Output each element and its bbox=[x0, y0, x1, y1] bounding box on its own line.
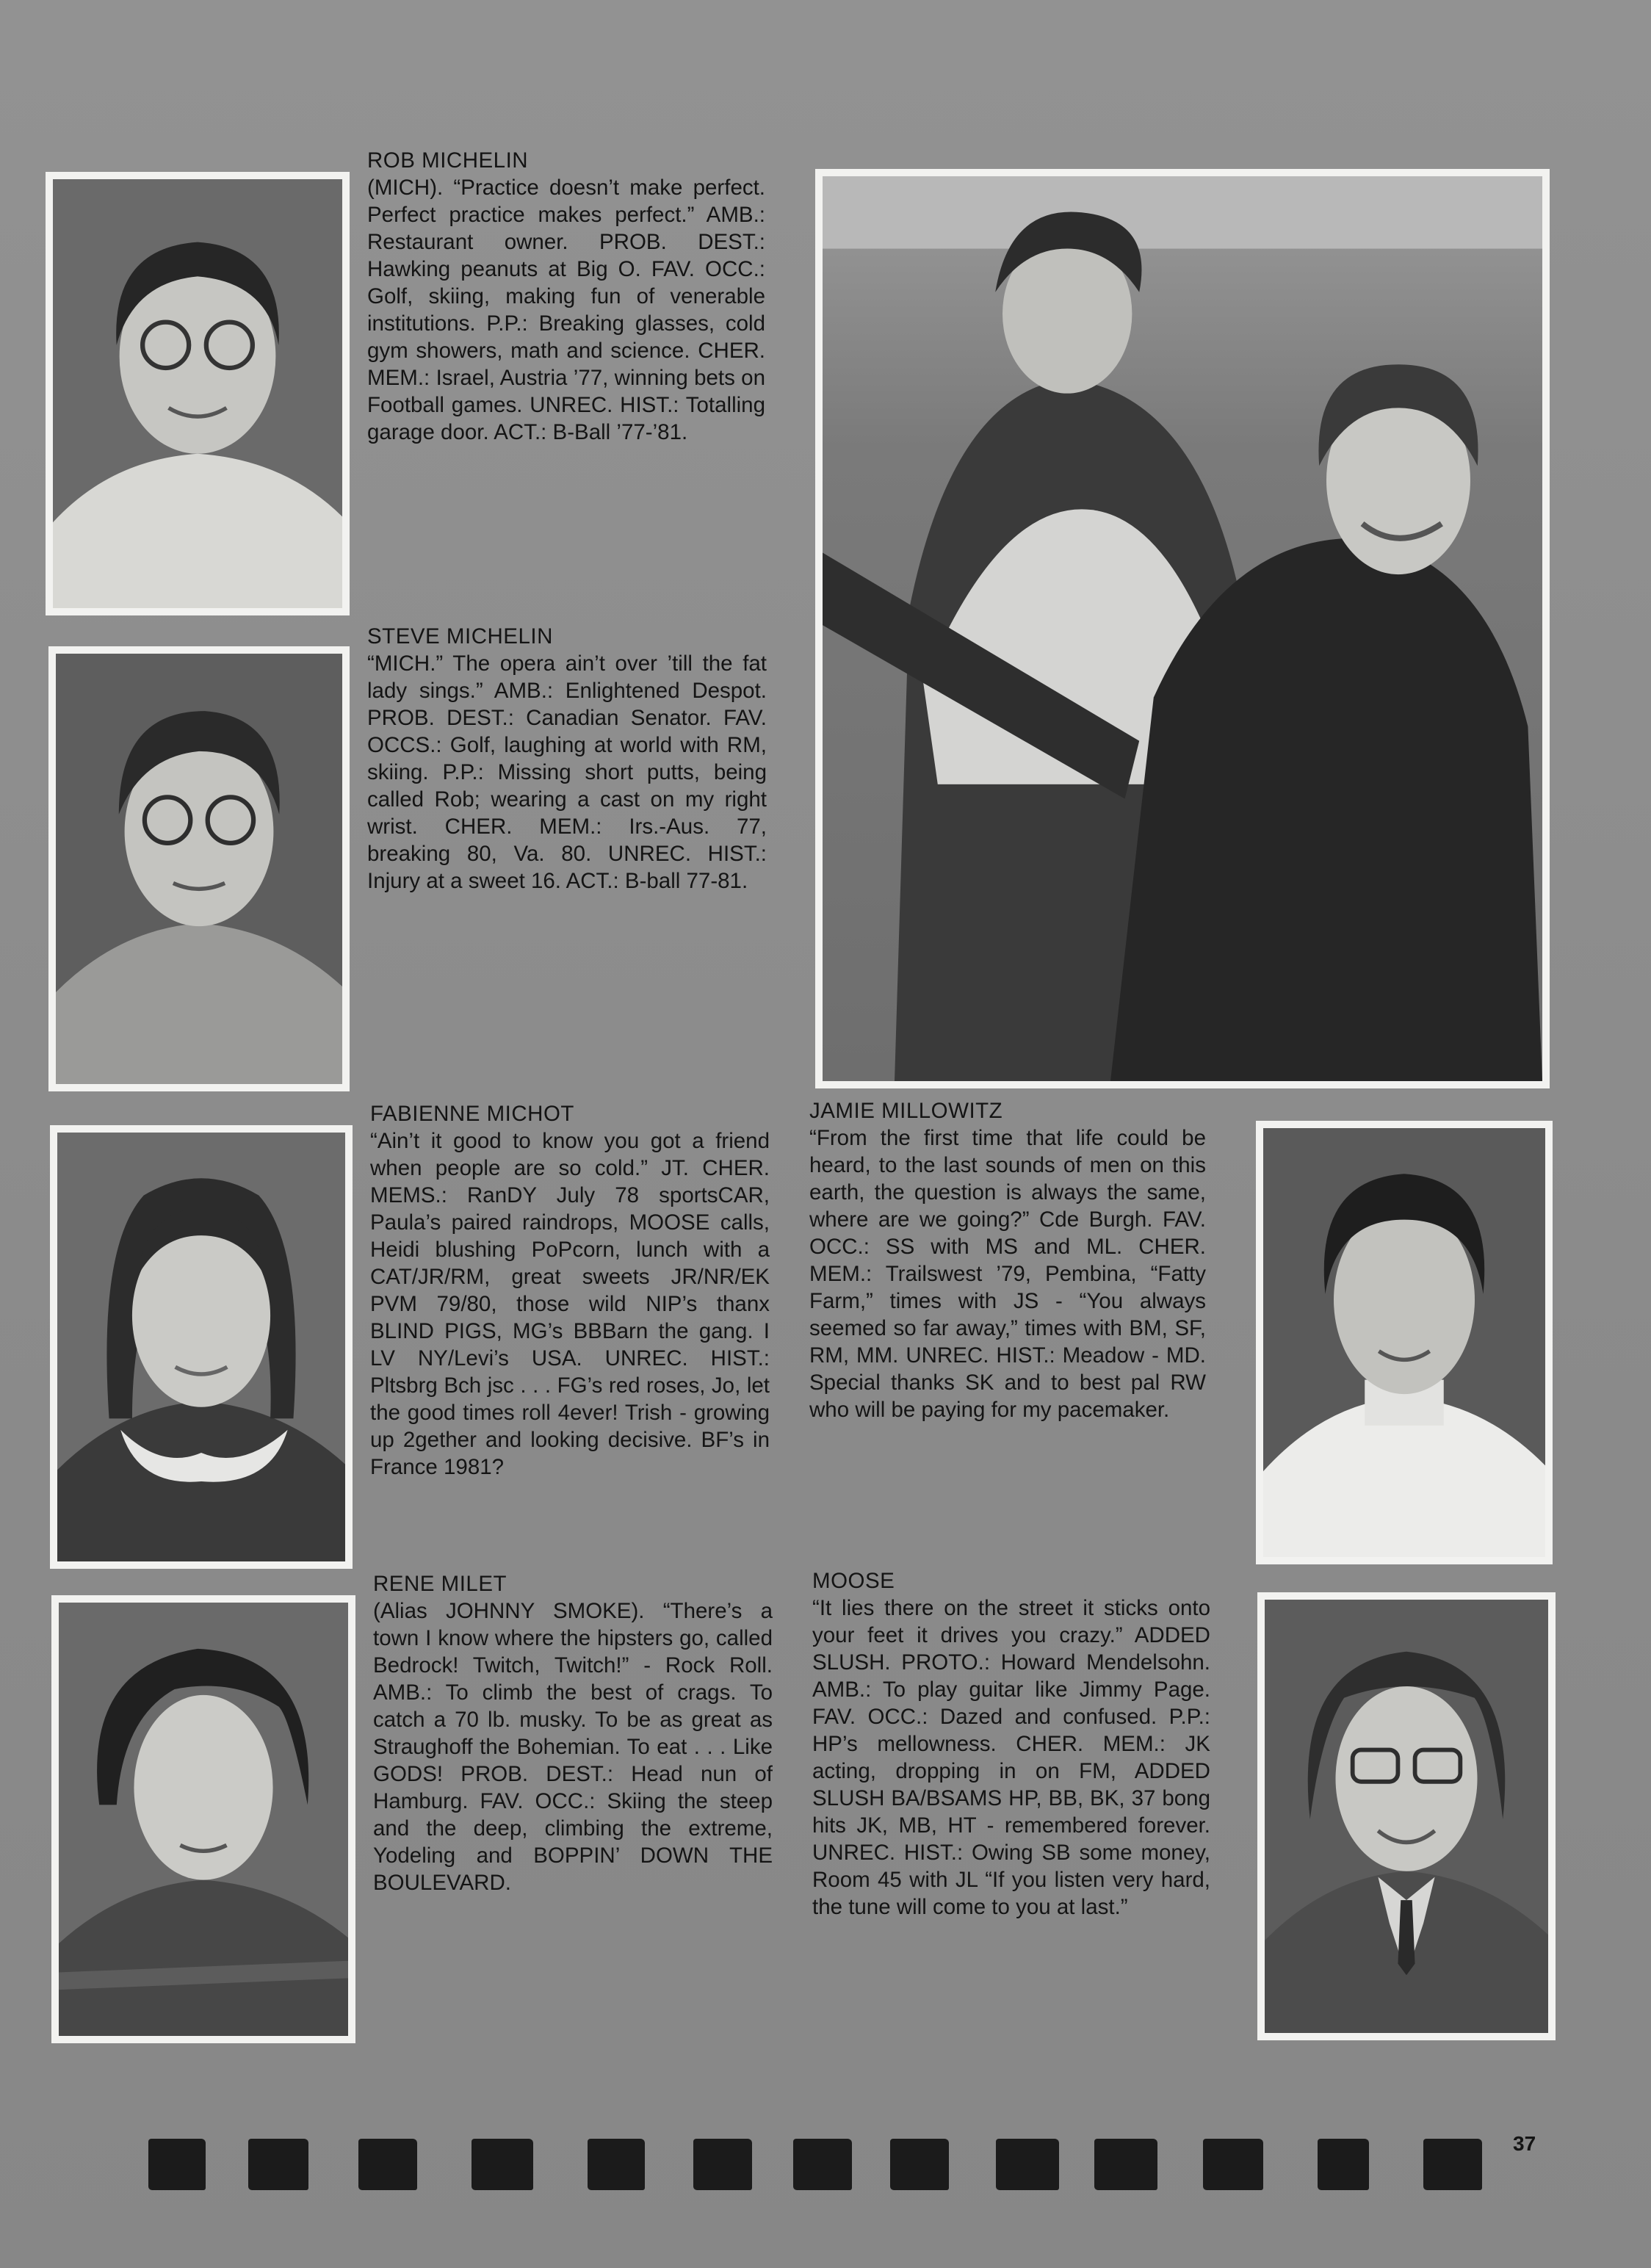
film-strip-block bbox=[890, 2139, 949, 2190]
page-number: 37 bbox=[1513, 2132, 1536, 2155]
bio-rene-milet bbox=[373, 1570, 773, 1896]
film-strip-block bbox=[588, 2139, 645, 2190]
senior-bio: (MICH). “Practice doesn’t make perfect. Perfect practice makes perfect.” AMB.: Restaurant owner. PROB. DEST.: Hawking peanuts at Big O. FAV. OCC.: Golf, skiing, making fun of venerable institutions. P.P.: Breaking glasses, cold gym showers, math and science. CHER. MEM.: Israel, Austria ’77, winning bets on Football games. UNREC. HIST.: Totalling garage door. ACT.: B-Ball ’77-’81. bbox=[367, 176, 765, 444]
senior-bio: “MICH.” The opera ain’t over ’till the fat lady sings.” AMB.: Enlightened Despot. PROB. DEST.: Canadian Senator. FAV. OCCS.: Golf, laughing at world with RM, skiing. P.P.: Missing short putts, being called Rob; wearing a cast on my right wrist. CHER. MEM.: Irs.-Aus. 77, breaking 80, Va. 80. UNREC. HIST.: Injury at a sweet 16. ACT.: B-ball 77-81. bbox=[367, 651, 767, 893]
portrait-moose bbox=[1257, 1592, 1556, 2040]
senior-name: ROB MICHELIN bbox=[367, 148, 529, 173]
bio-jamie-millowitz bbox=[809, 1097, 1206, 1423]
film-strip-block bbox=[1203, 2139, 1263, 2190]
film-strip-block bbox=[358, 2139, 417, 2190]
portrait-jamie-millowitz bbox=[1256, 1121, 1553, 1564]
bio-rob-michelin bbox=[367, 147, 765, 446]
senior-name: FABIENNE MICHOT bbox=[370, 1102, 574, 1126]
portrait-image bbox=[1265, 1600, 1548, 2033]
candid-photo bbox=[815, 169, 1550, 1088]
film-strip-block bbox=[248, 2139, 308, 2190]
film-strip-block bbox=[472, 2139, 533, 2190]
bio-steve-michelin bbox=[367, 623, 767, 895]
portrait-image bbox=[57, 1133, 345, 1561]
portrait-image bbox=[53, 179, 342, 608]
film-strip-block bbox=[693, 2139, 752, 2190]
portrait-fabienne-michot bbox=[50, 1125, 353, 1569]
senior-bio: “Ain’t it good to know you got a friend when people are so cold.” JT. CHER. MEMS.: RanDY July 78 sportsCAR, Paula’s paired raindrops, MOOSE calls, Heidi blushing PoPcorn, lunch with a CAT/JR/RM, great sweets JR/NR/EK PVM 79/80, those wild NIP’s thanx BLIND PIGS, MG’s BBBarn the gang. I LV NY/Levi’s USA. UNREC. HIST.: Pltsbrg Bch jsc . . . FG’s red roses, Jo, let the good times roll 4ever! Trish - growing up 2gether and looking decisive. BF’s in France 1981? bbox=[370, 1129, 770, 1479]
portrait-rob-michelin bbox=[46, 172, 350, 615]
portrait-steve-michelin bbox=[48, 646, 350, 1091]
senior-name: JAMIE MILLOWITZ bbox=[809, 1099, 1003, 1123]
film-strip-block bbox=[1094, 2139, 1157, 2190]
senior-bio: “From the first time that life could be heard, to the last sounds of men on this earth, the question is always the same, where are we going?” Cde Burgh. FAV. OCC.: SS with MS and ML. CHER. MEM.: Trailswest ’79, Pembina, “Fatty Farm,” times with JS - “You always seemed so far away,” times with BM, SF, RM, MM. UNREC. HIST.: Meadow - MD. Special thanks SK and to best pal RW who will be paying for my pacemaker. bbox=[809, 1126, 1206, 1422]
senior-name: STEVE MICHELIN bbox=[367, 624, 553, 649]
senior-name: MOOSE bbox=[812, 1569, 895, 1593]
bio-fabienne-michot bbox=[370, 1100, 770, 1481]
portrait-rene-milet bbox=[51, 1595, 355, 2043]
senior-name: RENE MILET bbox=[373, 1572, 507, 1596]
film-strip-block bbox=[148, 2139, 206, 2190]
film-strip-block bbox=[996, 2139, 1059, 2190]
bio-moose bbox=[812, 1567, 1210, 1921]
portrait-image bbox=[1263, 1128, 1545, 1557]
senior-bio: (Alias JOHNNY SMOKE). “There’s a town I know where the hipsters go, called Bedrock! Twitch, Twitch!” - Rock Roll. AMB.: To climb the best of crags. To catch a 70 lb. musky. To be as great as Straughoff the Bohemian. To eat . . . Like GODS! PROB. DEST.: Head nun of Hamburg. FAV. OCC.: Skiing the steep and the deep, climbing the extreme, Yodeling and BOPPIN’ DOWN THE BOULEVARD. bbox=[373, 1599, 773, 1895]
film-strip-block bbox=[1423, 2139, 1482, 2190]
film-strip-block bbox=[793, 2139, 852, 2190]
candid-image bbox=[823, 176, 1542, 1081]
senior-bio: “It lies there on the street it sticks onto your feet it drives you crazy.” ADDED SLUSH. PROTO.: Howard Mendelsohn. AMB.: To play guitar like Jimmy Page. FAV. OCC.: Dazed and confused. P.P.: HP’s mellowness. CHER. MEM.: JK acting, dropping in on FM, ADDED SLUSH BA/BSAMS HP, BB, BK, 37 bong hits JK, MB, HT - remembered forever. UNREC. HIST.: Owing SB some money, Room 45 with JL “If you listen very hard, the tune will come to you at last.” bbox=[812, 1596, 1210, 1919]
portrait-image bbox=[56, 654, 342, 1084]
film-strip-block bbox=[1318, 2139, 1369, 2190]
portrait-image bbox=[59, 1603, 348, 2036]
